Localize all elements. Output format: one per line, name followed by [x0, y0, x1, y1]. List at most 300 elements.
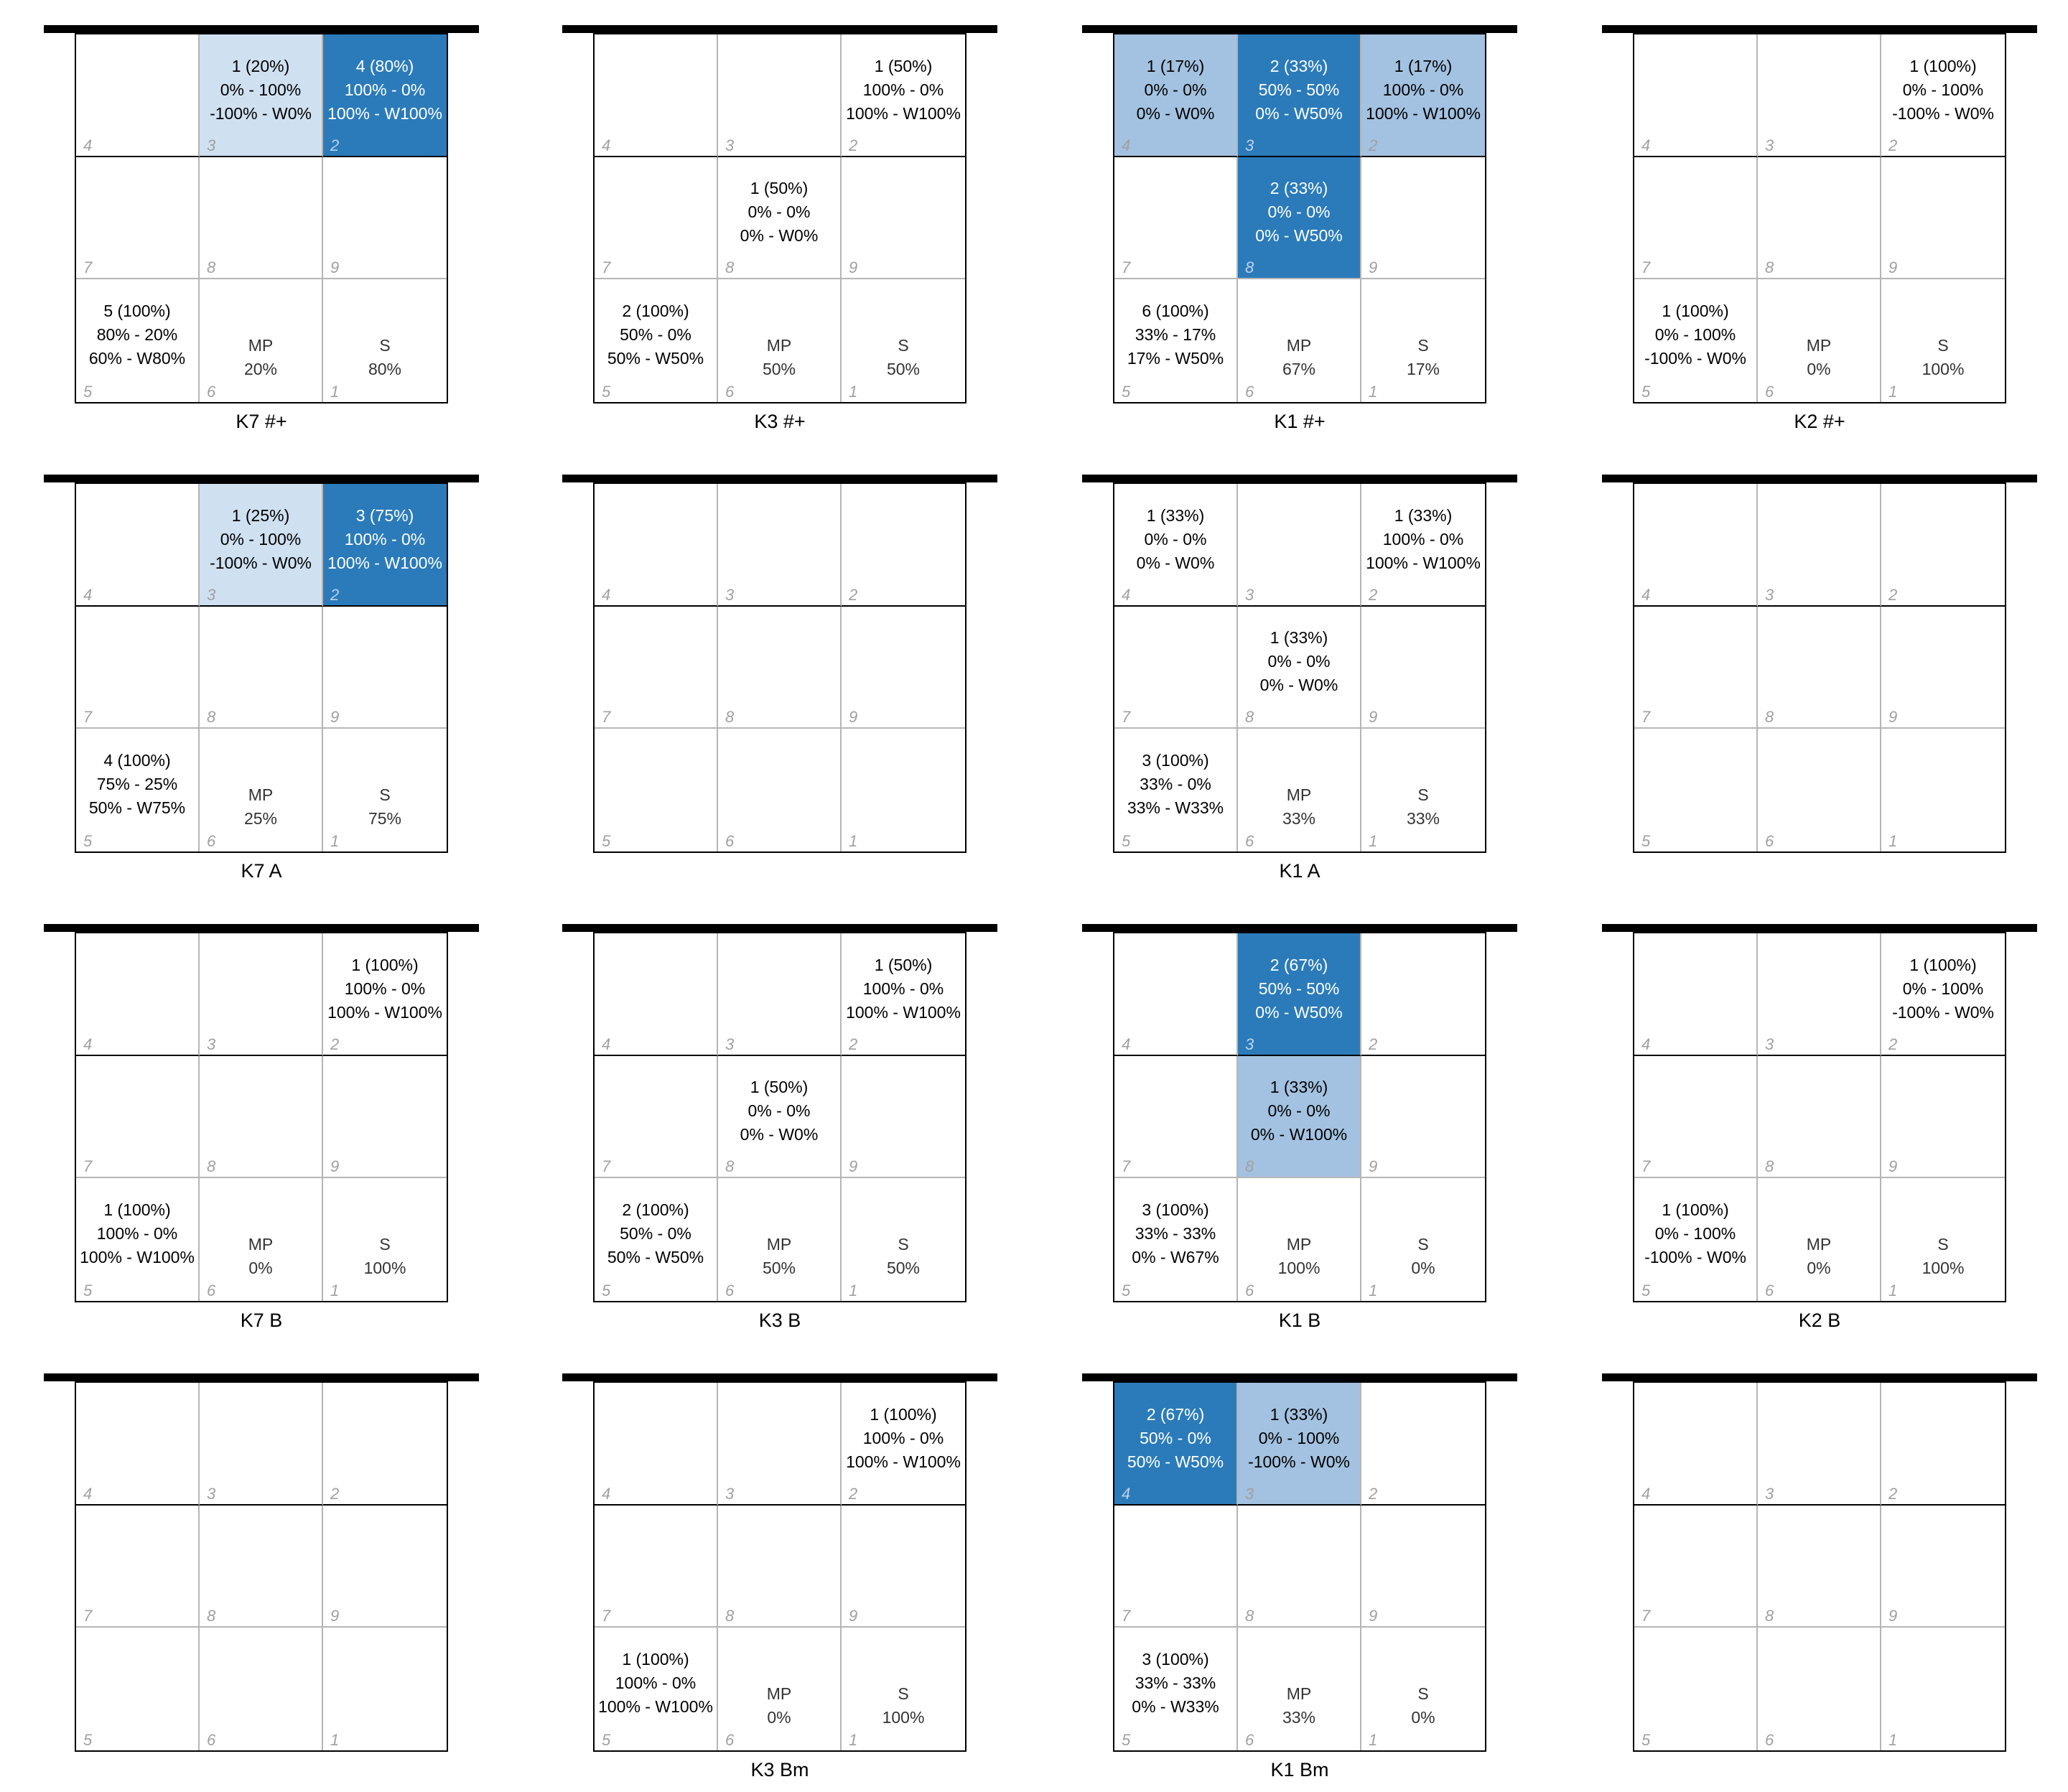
- zone-text-line: -100% - W0%: [1644, 1248, 1746, 1267]
- zone-stat-text: [718, 1075, 840, 1147]
- zone-text-line: S: [379, 335, 391, 355]
- zone-text-line: 100% - W100%: [327, 1002, 442, 1022]
- zone-text-line: 1 (100%): [1909, 56, 1977, 75]
- net-bar: [44, 475, 479, 482]
- zone-cell-8: [1238, 1056, 1361, 1179]
- zone-text-line: 0%: [1411, 1258, 1435, 1277]
- zone-grid: [75, 33, 448, 403]
- net-bar: [562, 924, 997, 932]
- zone-text-line: 0% - 100%: [1654, 1224, 1736, 1243]
- zone-cell-2: [323, 1383, 447, 1506]
- zone-text-line: 50%: [762, 1258, 796, 1277]
- zone-number: 9: [1888, 258, 1898, 277]
- zone-number: 3: [207, 136, 216, 154]
- zone-text-line: -100% - W0%: [1892, 1002, 1994, 1022]
- zone-text-line: 0% - 100%: [220, 529, 302, 549]
- zone-cell-9: [1361, 157, 1485, 280]
- zone-text-line: 1 (100%): [870, 1404, 937, 1424]
- zone-number: 8: [725, 258, 735, 277]
- zone-cell-8: [1238, 607, 1361, 729]
- zone-stat-text: [1238, 1682, 1360, 1730]
- zone-stat-text: [595, 1648, 717, 1719]
- zone-cell-9: [323, 1056, 447, 1179]
- zone-cell-1: [323, 279, 447, 402]
- zone-cell-9: [842, 1056, 965, 1179]
- zone-text-line: 100% - W100%: [1366, 103, 1481, 123]
- zone-text-line: 50% - W50%: [1127, 1452, 1224, 1471]
- zone-cell-9: [1881, 1056, 2005, 1179]
- zone-stat-text: [1238, 1403, 1360, 1474]
- zone-number: 4: [1641, 136, 1651, 154]
- zone-number: 9: [1888, 708, 1898, 727]
- zone-number: 9: [330, 258, 340, 277]
- zone-text-line: 100% - 0%: [862, 979, 944, 998]
- zone-cell-7: [595, 1056, 718, 1179]
- zone-cell-1: [842, 1178, 965, 1301]
- zone-number: 7: [1122, 708, 1131, 727]
- zone-stat-text: [323, 783, 447, 831]
- zone-cell-3: [1238, 34, 1361, 157]
- zone-stat-text: [200, 504, 322, 575]
- zone-number: 9: [849, 258, 858, 277]
- zone-stat-text: [323, 1233, 447, 1280]
- zone-cell-4: [76, 933, 200, 1056]
- zone-number: 5: [83, 831, 93, 850]
- zone-cell-8: [200, 1506, 323, 1628]
- zone-cell-6: [1238, 1178, 1361, 1301]
- zone-text-line: 33% - 0%: [1140, 775, 1211, 794]
- zone-text-line: 0% - W50%: [1255, 1002, 1343, 1022]
- zone-stat-text: [1634, 1198, 1756, 1269]
- zone-text-line: 33% - W33%: [1127, 798, 1224, 818]
- zone-number: 7: [1641, 1157, 1651, 1176]
- zone-stat-text: [1881, 55, 2005, 126]
- zone-cell-9: [323, 1506, 447, 1628]
- zone-number: 3: [725, 585, 735, 604]
- zone-text-line: 100%: [882, 1707, 925, 1727]
- zone-cell-2: [842, 933, 965, 1056]
- zone-cell-9: [1361, 1056, 1485, 1179]
- zone-cell-3: [718, 34, 842, 157]
- panel-label: K2 #+: [1794, 411, 1845, 432]
- zone-number: 7: [83, 1607, 93, 1625]
- zone-text-line: MP: [766, 1684, 792, 1703]
- zone-number: 2: [1888, 1484, 1898, 1503]
- zone-cell-3: [1758, 34, 1881, 157]
- zone-stat-text: [1361, 1682, 1485, 1730]
- zone-number: 5: [1122, 382, 1131, 401]
- zone-number: 1: [330, 831, 340, 850]
- zone-cell-4: [1634, 1383, 1758, 1506]
- zone-stat-text: [595, 1198, 717, 1269]
- zone-text-line: MP: [248, 1234, 274, 1254]
- zone-stat-text: [1361, 783, 1485, 831]
- zone-number: 7: [83, 708, 93, 727]
- zone-text-line: 100% - 0%: [344, 979, 426, 998]
- zone-text-line: 0%: [1807, 359, 1831, 378]
- zone-text-line: 0% - W0%: [1136, 103, 1215, 123]
- zone-stat-text: [323, 504, 447, 575]
- zone-cell-4: [1634, 484, 1758, 607]
- zone-number: 5: [83, 382, 93, 401]
- zone-cell-7: [1114, 607, 1238, 729]
- panel-label: K1 #+: [1274, 411, 1326, 432]
- zone-cell-6: [200, 1628, 323, 1750]
- zone-text-line: 50%: [762, 359, 796, 378]
- zone-text-line: 33% - 33%: [1135, 1674, 1216, 1693]
- zone-text-line: 1 (100%): [103, 1200, 171, 1220]
- zone-cell-1: [842, 729, 965, 851]
- zone-text-line: MP: [248, 335, 274, 355]
- zone-text-line: MP: [248, 785, 274, 804]
- zone-number: 6: [725, 382, 735, 401]
- zone-cell-4: [1634, 34, 1758, 157]
- zone-text-line: 0% - W100%: [1250, 1125, 1348, 1144]
- zone-text-line: 0% - W50%: [1255, 103, 1343, 123]
- zone-number: 4: [602, 1484, 611, 1503]
- zone-text-line: MP: [1806, 1234, 1832, 1254]
- zone-text-line: 1 (50%): [750, 1078, 809, 1097]
- net-bar: [1082, 1373, 1517, 1381]
- zone-text-line: 0% - 0%: [1267, 652, 1331, 671]
- zone-number: 1: [849, 382, 858, 401]
- zone-cell-2: [842, 484, 965, 607]
- zone-number: 1: [330, 1730, 340, 1749]
- zone-number: 6: [725, 1281, 735, 1299]
- zone-cell-6: [200, 279, 323, 402]
- zone-text-line: 100% - 0%: [862, 1428, 944, 1447]
- zone-text-line: 0% - 100%: [220, 80, 302, 99]
- zone-cell-8: [200, 157, 323, 280]
- zone-cell-7: [76, 607, 200, 729]
- zone-cell-4: [76, 34, 200, 157]
- net-bar: [1082, 475, 1517, 482]
- zone-grid: [1633, 482, 2006, 853]
- zone-cell-1: [1881, 279, 2005, 402]
- zone-number: 9: [1888, 1157, 1898, 1176]
- zone-cell-2: [323, 484, 447, 607]
- zone-text-line: 0% - W0%: [1136, 553, 1215, 572]
- zone-number: 6: [1245, 1730, 1254, 1749]
- zone-stat-text: [200, 1233, 322, 1280]
- net-bar: [562, 475, 997, 482]
- zone-number: 1: [1369, 831, 1378, 850]
- zone-number: 9: [330, 1607, 340, 1625]
- zone-text-line: 33% - 33%: [1135, 1224, 1216, 1243]
- zone-cell-3: [200, 34, 323, 157]
- zone-cell-4: [595, 1383, 718, 1506]
- zone-text-line: 100%: [363, 1258, 406, 1277]
- zone-text-line: MP: [1286, 785, 1312, 804]
- zone-text-line: 0% - 0%: [747, 202, 811, 222]
- zone-text-line: 1 (100%): [1662, 302, 1729, 321]
- zone-text-line: 4 (80%): [355, 56, 414, 75]
- zone-cell-2: [1881, 933, 2005, 1056]
- zone-number: 7: [1122, 1157, 1131, 1176]
- zone-cell-6: [1238, 1628, 1361, 1750]
- zone-text-line: 4 (100%): [103, 751, 171, 770]
- zone-stat-text: [1238, 55, 1360, 126]
- panel-label: K1 Bm: [1270, 1759, 1329, 1781]
- zone-cell-9: [323, 607, 447, 729]
- zone-text-line: 3 (75%): [355, 505, 414, 525]
- zone-number: 1: [1888, 1281, 1898, 1299]
- zone-stat-text: [1114, 1198, 1236, 1269]
- zone-text-line: 100% - W100%: [846, 103, 961, 123]
- zone-number: 2: [330, 1484, 340, 1503]
- zone-text-line: 1 (33%): [1270, 1404, 1328, 1424]
- zone-number: 3: [207, 1484, 216, 1503]
- zone-cell-1: [323, 1178, 447, 1301]
- zone-number: 7: [83, 258, 93, 277]
- zone-stat-text: [595, 299, 717, 370]
- zone-text-line: 3 (100%): [1142, 751, 1209, 770]
- zone-text-line: 0% - W0%: [740, 226, 819, 246]
- zone-number: 7: [602, 258, 611, 277]
- zone-text-line: 0% - W33%: [1132, 1697, 1219, 1717]
- zone-cell-2: [323, 933, 447, 1056]
- zone-number: 2: [330, 1035, 340, 1053]
- zone-cell-2: [323, 34, 447, 157]
- zone-text-line: 2 (100%): [622, 302, 689, 321]
- zone-cell-9: [1881, 607, 2005, 729]
- zone-text-line: 1 (100%): [351, 955, 419, 974]
- zone-text-line: 0% - W0%: [740, 1125, 819, 1144]
- zone-text-line: 0%: [248, 1258, 273, 1277]
- zone-number: 8: [1245, 1157, 1254, 1176]
- zone-number: 9: [1369, 708, 1378, 727]
- zone-text-line: 33%: [1282, 1707, 1316, 1727]
- zone-cell-2: [1361, 933, 1485, 1056]
- zone-text-line: 33% - 17%: [1135, 325, 1216, 345]
- zone-text-line: 100% - 0%: [344, 529, 426, 549]
- net-bar: [44, 1373, 479, 1381]
- zone-cell-5: [1634, 729, 1758, 851]
- zone-cell-1: [1881, 1178, 2005, 1301]
- zone-number: 1: [1369, 382, 1378, 401]
- zone-stat-text: [76, 1198, 198, 1269]
- zone-number: 4: [83, 1484, 93, 1503]
- zone-text-line: -100% - W0%: [1248, 1452, 1350, 1471]
- zone-number: 4: [602, 585, 611, 604]
- zone-text-line: 100% - 0%: [96, 1224, 178, 1243]
- zone-number: 6: [725, 831, 735, 850]
- zone-number: 7: [1641, 258, 1651, 277]
- zone-text-line: 100% - W100%: [846, 1452, 961, 1471]
- zone-stat-text: [1881, 953, 2005, 1025]
- zone-text-line: 6 (100%): [1142, 302, 1209, 321]
- zone-cell-8: [200, 607, 323, 729]
- zone-cell-2: [842, 34, 965, 157]
- zone-text-line: 100% - 0%: [1382, 80, 1464, 99]
- zone-text-line: 33%: [1406, 808, 1440, 828]
- zone-text-line: 0% - 0%: [1144, 529, 1207, 549]
- zone-cell-7: [1634, 1056, 1758, 1179]
- zone-text-line: 50% - 0%: [620, 1224, 691, 1243]
- zone-number: 1: [330, 1281, 340, 1299]
- zone-text-line: -100% - W0%: [210, 553, 312, 572]
- zone-cell-8: [1758, 607, 1881, 729]
- zone-text-line: 50% - W75%: [88, 798, 186, 818]
- zone-number: 8: [207, 1157, 216, 1176]
- zone-number: 3: [1245, 1484, 1254, 1503]
- zone-text-line: 3 (100%): [1142, 1200, 1209, 1220]
- zone-cell-6: [1238, 279, 1361, 402]
- zone-text-line: 1 (17%): [1146, 56, 1205, 75]
- zone-cell-5: [1114, 1178, 1238, 1301]
- zone-number: 9: [849, 708, 858, 727]
- zone-text-line: 100% - 0%: [862, 80, 944, 99]
- zone-text-line: MP: [766, 1234, 792, 1254]
- zone-number: 3: [725, 136, 735, 154]
- zone-number: 4: [1122, 585, 1131, 604]
- zone-cell-5: [1634, 279, 1758, 402]
- zone-number: 9: [849, 1157, 858, 1176]
- zone-number: 5: [602, 382, 611, 401]
- zone-number: 4: [83, 136, 93, 154]
- zone-stat-text: [1238, 626, 1360, 697]
- zone-grid: [593, 482, 967, 853]
- zone-number: 7: [1122, 258, 1131, 277]
- zone-text-line: 0% - W67%: [1132, 1248, 1219, 1267]
- zone-text-line: 100% - 0%: [615, 1674, 697, 1693]
- zone-text-line: MP: [1286, 1234, 1312, 1254]
- zone-cell-6: [200, 1178, 323, 1301]
- zone-number: 1: [1369, 1281, 1378, 1299]
- zone-cell-7: [595, 1506, 718, 1628]
- zone-number: 7: [1641, 708, 1651, 727]
- zone-text-line: 100% - W100%: [1366, 553, 1481, 572]
- zone-stat-text: [842, 55, 965, 126]
- zone-number: 2: [849, 1484, 858, 1503]
- zone-stat-text: [1881, 334, 2005, 381]
- zone-cell-2: [1361, 34, 1485, 157]
- zone-number: 7: [602, 1157, 611, 1176]
- zone-text-line: S: [1417, 1684, 1429, 1703]
- zone-number: 5: [1122, 831, 1131, 850]
- zone-number: 6: [207, 831, 216, 850]
- zone-text-line: 0% - W50%: [1255, 226, 1343, 246]
- zone-number: 4: [83, 585, 93, 604]
- zone-text-line: 1 (33%): [1394, 505, 1453, 525]
- panel-label: K3 Bm: [750, 1759, 809, 1781]
- zone-number: 6: [207, 1281, 216, 1299]
- zone-text-line: 1 (100%): [1662, 1200, 1729, 1220]
- zone-cell-9: [842, 157, 965, 280]
- zone-text-line: 75% - 25%: [96, 775, 178, 794]
- zone-number: 6: [1765, 382, 1774, 401]
- zone-number: 8: [1765, 1157, 1774, 1176]
- zone-text-line: S: [379, 1234, 391, 1254]
- zone-number: 3: [1245, 585, 1254, 604]
- zone-number: 6: [207, 1730, 216, 1749]
- zone-cell-2: [1881, 34, 2005, 157]
- zone-cell-1: [1881, 729, 2005, 851]
- zone-number: 5: [602, 1730, 611, 1749]
- zone-grid: [1113, 1381, 1486, 1752]
- zone-number: 8: [207, 258, 216, 277]
- zone-number: 7: [1641, 1607, 1651, 1625]
- zone-cell-4: [1114, 933, 1238, 1056]
- zone-number: 4: [1122, 1035, 1131, 1053]
- zone-cell-9: [842, 1506, 965, 1628]
- zone-cell-8: [200, 1056, 323, 1179]
- zone-text-line: 0% - 0%: [1144, 80, 1207, 99]
- zone-number: 5: [1641, 831, 1651, 850]
- zone-cell-1: [1361, 279, 1485, 402]
- panel-label: K7 #+: [236, 411, 287, 432]
- zone-text-line: MP: [1286, 335, 1312, 355]
- zone-number: 8: [725, 1157, 735, 1176]
- zone-stat-text: [1114, 299, 1236, 370]
- zone-cell-9: [1881, 157, 2005, 280]
- panel-label: K2 B: [1798, 1310, 1841, 1331]
- zone-text-line: 20%: [243, 359, 278, 378]
- zone-number: 9: [1888, 1607, 1898, 1625]
- zone-cell-7: [595, 157, 718, 280]
- zone-cell-4: [1114, 34, 1238, 157]
- zone-text-line: 1 (50%): [874, 56, 933, 75]
- zone-number: 2: [1369, 1484, 1378, 1503]
- zone-stat-text: [1114, 55, 1236, 126]
- zone-grid: [1633, 1381, 2006, 1752]
- zone-text-line: 100% - W100%: [80, 1248, 195, 1267]
- zone-cell-8: [1238, 1506, 1361, 1628]
- zone-grid: [1633, 932, 2006, 1302]
- zone-number: 4: [1122, 136, 1131, 154]
- zone-text-line: 33%: [1282, 808, 1316, 828]
- zone-number: 3: [725, 1035, 735, 1053]
- zone-text-line: 1 (33%): [1270, 1078, 1328, 1097]
- zone-cell-6: [1238, 729, 1361, 851]
- zone-stat-text: [842, 334, 965, 381]
- zone-cell-3: [718, 484, 842, 607]
- zone-text-line: 1 (50%): [750, 179, 809, 198]
- zone-grid: [593, 932, 967, 1302]
- zone-number: 2: [1369, 1035, 1378, 1053]
- zone-number: 1: [1369, 1730, 1378, 1749]
- zone-text-line: 0%: [1807, 1258, 1831, 1277]
- zone-number: 3: [1245, 136, 1254, 154]
- zone-cell-8: [1758, 157, 1881, 280]
- zone-number: 6: [1765, 1730, 1774, 1749]
- zone-cell-4: [595, 484, 718, 607]
- zone-cell-7: [595, 607, 718, 729]
- zone-cell-2: [1361, 1383, 1485, 1506]
- zone-number: 9: [1369, 1157, 1378, 1176]
- zone-text-line: S: [1417, 785, 1429, 804]
- zone-cell-4: [595, 933, 718, 1056]
- zone-cell-5: [1114, 729, 1238, 851]
- zone-text-line: 0% - 0%: [1267, 1101, 1331, 1121]
- zone-stat-text: [1114, 749, 1236, 820]
- zone-cell-3: [718, 933, 842, 1056]
- zone-number: 7: [602, 708, 611, 727]
- zone-cell-6: [1758, 279, 1881, 402]
- zone-cell-8: [718, 157, 842, 280]
- zone-cell-6: [718, 1628, 842, 1750]
- zone-number: 2: [849, 136, 858, 154]
- zone-text-line: S: [898, 1234, 909, 1254]
- zone-number: 4: [602, 1035, 611, 1053]
- zone-number: 8: [1765, 258, 1774, 277]
- zone-cell-6: [718, 729, 842, 851]
- zone-cell-2: [842, 1383, 965, 1506]
- zone-text-line: 100%: [1277, 1258, 1321, 1277]
- zone-number: 4: [1641, 1035, 1651, 1053]
- zone-text-line: 2 (33%): [1270, 179, 1328, 198]
- zone-number: 3: [725, 1484, 735, 1503]
